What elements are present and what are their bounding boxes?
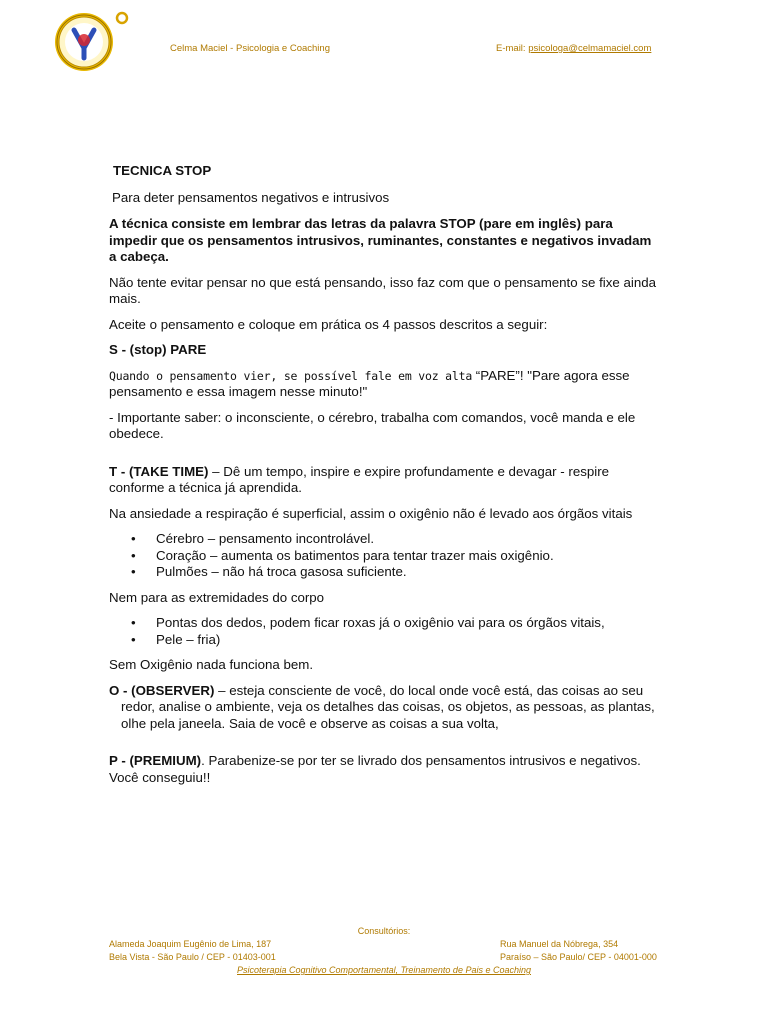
paragraph-2: Aceite o pensamento e coloque em prática os 4 passos descritos a seguir: (109, 316, 548, 332)
step-s-heading: S - (stop) PARE (109, 342, 207, 357)
step-s-note: - Importante saber: o inconsciente, o cérebro, trabalha com comandos, você manda e ele obedece. (109, 409, 636, 441)
list-item: • Cérebro – pensamento incontrolável. (109, 531, 657, 548)
extremities-list (109, 615, 657, 648)
list-item: • Coração – aumenta os batimentos para tentar trazer mais oxigênio. (109, 548, 657, 565)
logo (50, 10, 130, 72)
step-t-text: – Dê um tempo, inspire e expire profundamente e devagar - respire conforme a técnica já aprendida. (109, 463, 610, 495)
email-link[interactable]: psicologa@celmamaciel.com (528, 43, 652, 54)
footer-tagline: Psicoterapia Cognitivo Comportamental, Treinamento de Pais e Coaching (237, 965, 531, 975)
address-2-line-1: Rua Manuel da Nóbrega, 354 (500, 939, 619, 949)
step-p-heading: P - (PREMIUM) (109, 753, 202, 768)
footer-heading: Consultórios: (357, 926, 411, 936)
paragraph-3: Na ansiedade a respiração é superficial, assim o oxigênio não é levado aos órgãos vitais (109, 505, 633, 521)
document-subtitle: Para deter pensamentos negativos e intrusivos (112, 189, 390, 205)
paragraph-1: Não tente evitar pensar no que está pensando, isso faz com que o pensamento se fixe ainda mais. (109, 274, 657, 306)
address-1-line-1: Alameda Joaquim Eugênio de Lima, 187 (109, 939, 272, 949)
header-email (496, 43, 651, 54)
address-2-line-2: Paraíso – São Paulo/ CEP - 04001-000 (500, 952, 657, 962)
email-label: E-mail: (496, 43, 526, 54)
step-t-paragraph (109, 464, 657, 497)
document-title: TECNICA STOP (113, 163, 212, 178)
paragraph-4: Nem para as extremidades do corpo (109, 589, 325, 605)
organ-list (109, 531, 657, 581)
step-s-text (109, 368, 657, 401)
header-name: Celma Maciel - Psicologia e Coaching (170, 43, 330, 54)
list-item: • Pulmões – não há troca gasosa suficiente. (109, 564, 657, 581)
address-1-line-2: Bela Vista - São Paulo / CEP - 01403-001 (109, 952, 276, 962)
step-o-heading: O - (OBSERVER) (109, 682, 215, 698)
step-p-paragraph (109, 753, 657, 786)
step-t-heading: T - (TAKE TIME) (109, 463, 209, 479)
step-s-lead: Quando o pensamento vier, se possível fale em voz alta (109, 368, 473, 383)
intro-paragraph: A técnica consiste em lembrar das letras da palavra STOP (pare em inglês) para impedir que os pensamentos intrusivos, ruminantes, constantes e negativos invadam a cabeça. (109, 216, 652, 264)
list-item: • Pele – fria) (109, 632, 657, 649)
step-o-paragraph (109, 683, 657, 733)
compass-logo-icon (50, 10, 130, 72)
paragraph-5: Sem Oxigênio nada funciona bem. (109, 657, 314, 672)
step-p-text: . Parabenize-se por ter se livrado dos pensamentos intrusivos e negativos. Você conseguiu!! (109, 753, 641, 785)
step-s-rest: “PARE”! "Pare agora esse pensamento e essa imagem nesse minuto!" (109, 367, 630, 399)
step-o-text: – esteja consciente de você, do local onde você está, das coisas ao seu redor, analise o ambiente, veja os detalhes das coisas, os objetos, as pessoas, as plantas, olhe pela janeela. Saia de você e observe as coisas a sua volta, (121, 682, 655, 731)
list-item: • Pontas dos dedos, podem ficar roxas já o oxigênio vai para os órgãos vitais, (109, 615, 657, 632)
document-body (109, 163, 657, 795)
